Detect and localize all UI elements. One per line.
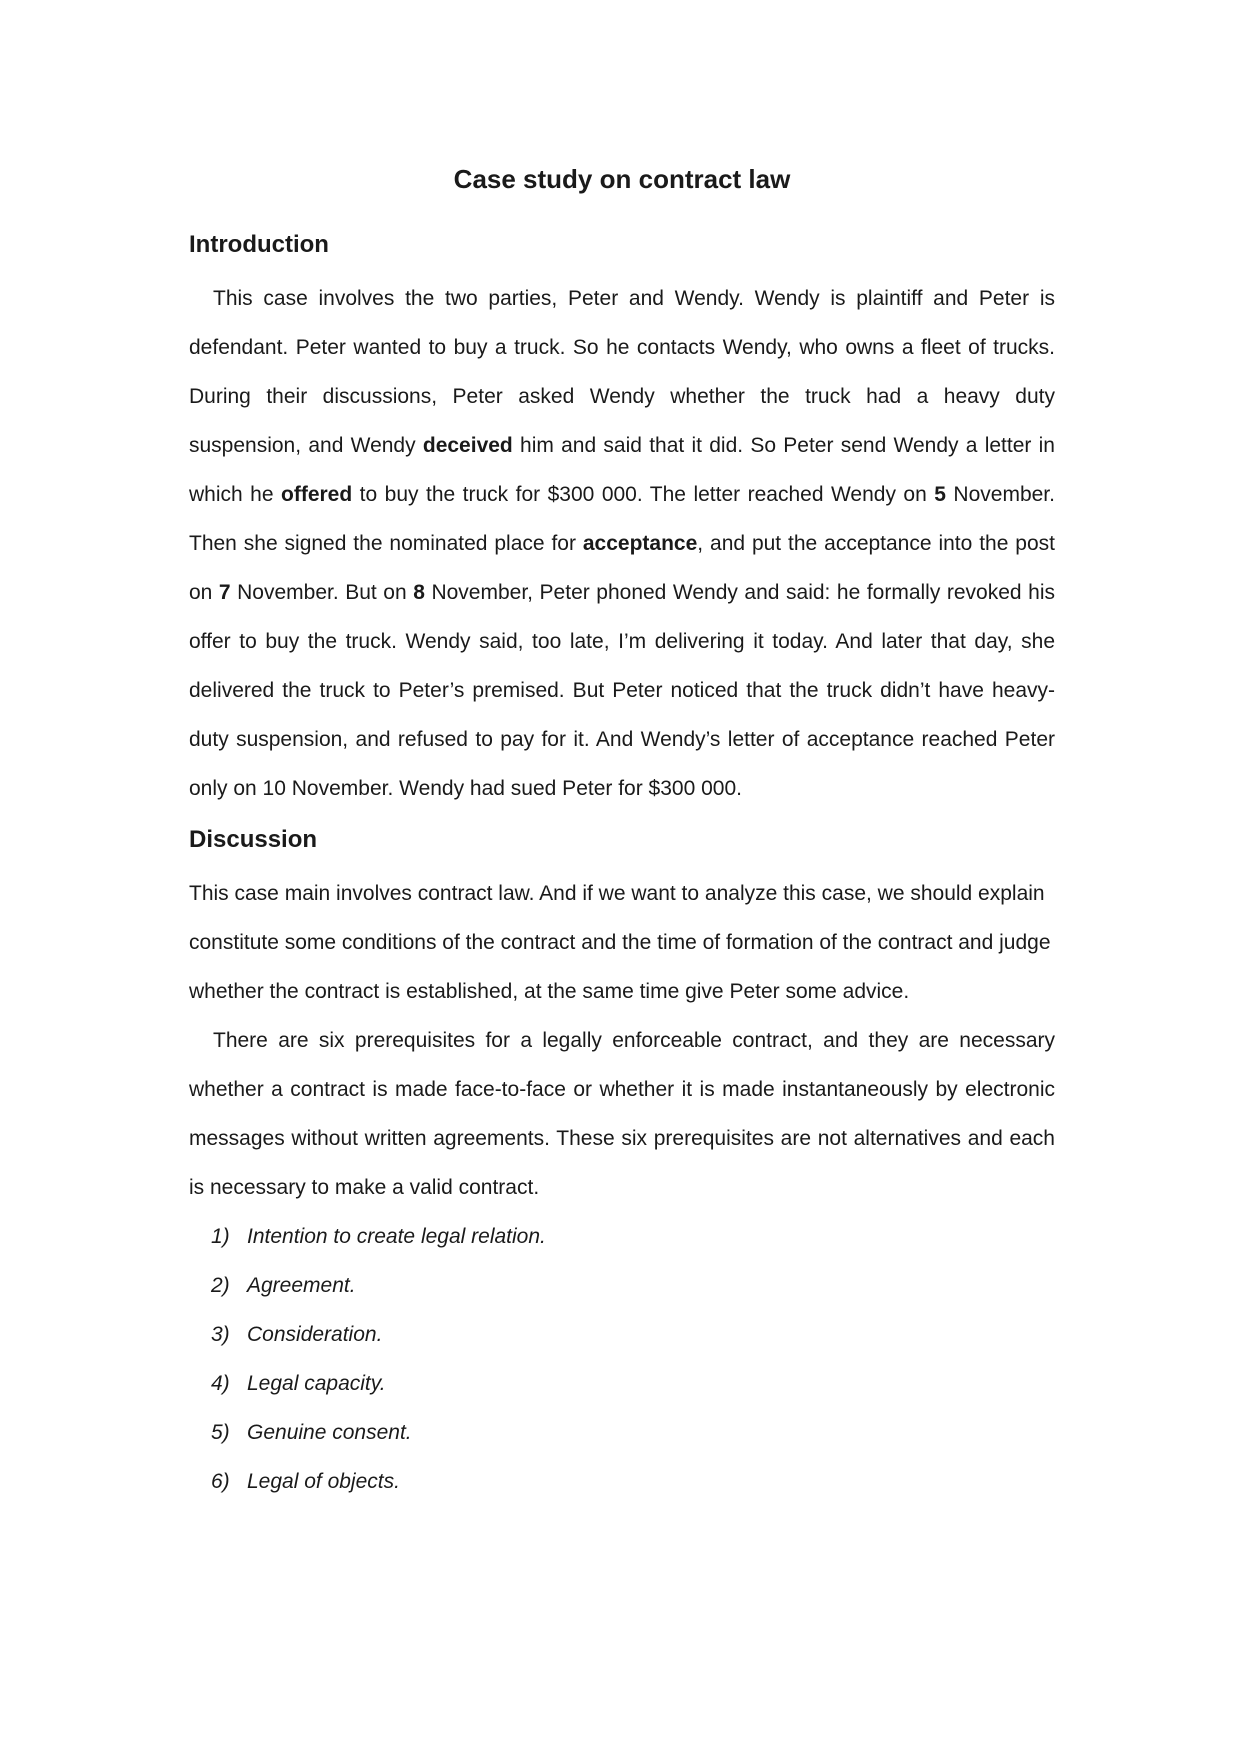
discussion-paragraph-2: There are six prerequisites for a legally enforceable contract, and they are necessary whether a contract is made face-to-face or whether it is made instantaneously by electronic messages without written agreements. These six prerequisites are not alternatives and each is necessary to make a valid contract. (189, 1029, 1055, 1199)
intro-bold-5: 5 (934, 483, 946, 506)
list-item-text: Genuine consent. (247, 1421, 412, 1444)
list-item (189, 1408, 1055, 1457)
list-item (189, 1457, 1055, 1506)
introduction-heading: Introduction (189, 231, 329, 258)
intro-bold-8: 8 (413, 581, 425, 604)
list-item-text: Intention to create legal relation. (247, 1225, 546, 1248)
list-item-number: 4) (211, 1372, 230, 1395)
document-page (189, 160, 1055, 1506)
prerequisites-list (189, 1212, 1055, 1506)
discussion-paragraph-1: This case main involves contract law. And if we want to analyze this case, we should explain constitute some conditions of the contract and the time of formation of the contract and judge whether the contract is established, at the same time give Peter some advice. (189, 882, 1051, 1003)
intro-text-6: November. But on (230, 581, 414, 604)
list-item (189, 1310, 1055, 1359)
page-title: Case study on contract law (453, 164, 791, 194)
intro-text-1: This case involves the two parties, Peter and Wendy. Wendy is plaintiff and Peter is defendant. Peter wanted to buy a truck. So he contacts Wendy, who owns a fleet of trucks. During their discussions, Peter asked Wendy whether the truck had a heavy duty suspension, and Wendy (189, 287, 1055, 457)
intro-text-2: him and said that it did. So Peter send Wendy a letter in which he (189, 434, 1055, 506)
intro-bold-7: 7 (218, 581, 231, 604)
intro-bold-offered: offered (281, 483, 353, 506)
list-item-text: Consideration. (247, 1323, 383, 1346)
list-item-number: 1) (211, 1225, 230, 1248)
list-item (189, 1212, 1055, 1261)
intro-text-4: November. Then she signed the nominated place for (189, 483, 1055, 555)
list-item-number: 2) (211, 1274, 230, 1297)
intro-bold-acceptance: acceptance (582, 532, 698, 555)
list-item-number: 6) (211, 1470, 230, 1493)
discussion-heading: Discussion (189, 826, 318, 853)
list-item-number: 3) (211, 1323, 230, 1346)
intro-text-3: to buy the truck for $300 000. The letter reached Wendy on (352, 483, 935, 506)
intro-bold-deceived: deceived (422, 434, 513, 457)
list-item (189, 1359, 1055, 1408)
intro-text-7: November, Peter phoned Wendy and said: he formally revoked his offer to buy the truck. Wendy said, too late, I’m delivering it today. And later that day, she delivered the truck to Peter’s premised. But Peter noticed that the truck didn’t have heavy-duty suspension, and refused to pay for it. And Wendy’s letter of acceptance reached Peter only on 10 November. Wendy had sued Peter for $300 000. (189, 581, 1055, 800)
intro-text-5: , and put the acceptance into the post on (189, 532, 1055, 604)
list-item-text: Legal of objects. (247, 1470, 400, 1493)
list-item (189, 1261, 1055, 1310)
list-item-text: Legal capacity. (247, 1372, 386, 1395)
list-item-number: 5) (211, 1421, 230, 1444)
introduction-paragraph (189, 274, 1055, 813)
list-item-text: Agreement. (247, 1274, 356, 1297)
